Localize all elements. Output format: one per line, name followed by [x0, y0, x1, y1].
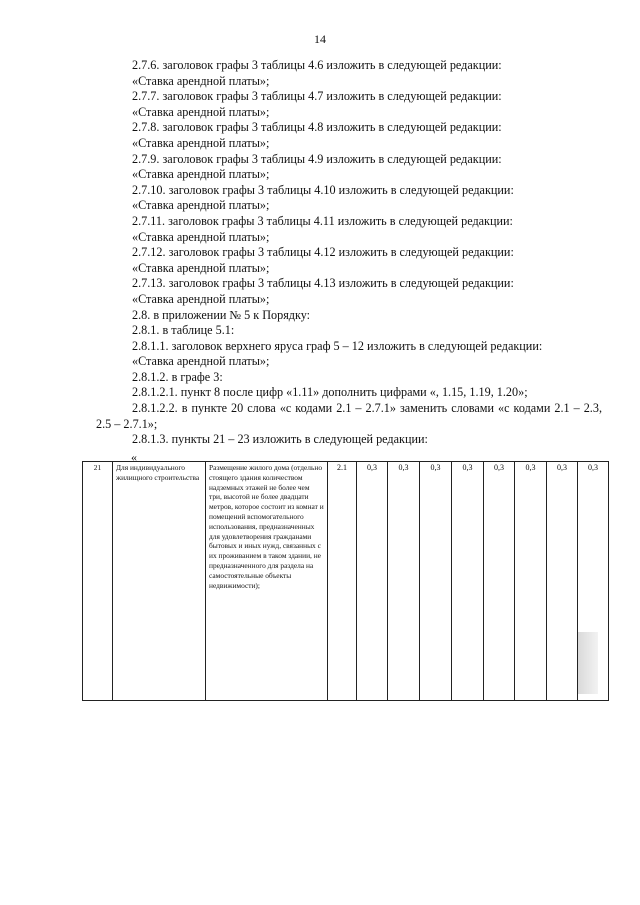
paragraph: «Ставка арендной платы»;	[132, 198, 270, 213]
paragraph: 2.8. в приложении № 5 к Порядку:	[132, 307, 311, 322]
row-number-cell: 21	[83, 462, 113, 701]
scan-smudge	[578, 632, 598, 694]
paragraph: 2.7.7. заголовок графы 3 таблицы 4.7 изложить в следующей редакции:	[132, 89, 502, 104]
paragraph: 2.8.1.3. пункты 21 – 23 изложить в следующей редакции:	[132, 432, 428, 447]
purpose-cell: Для индивидуального жилищного строительства	[113, 462, 206, 701]
paragraph: 2.8.1.2.2. в пункте 20 слова «с кодами 2.1 – 2.7.1» заменить словами «с кодами 2.1 – 2.3, 2.5 – 2.7.1»;	[96, 401, 602, 431]
page-number: 14	[314, 32, 326, 46]
paragraph: 2.8.1.2. в графе 3:	[132, 369, 223, 384]
paragraph: «Ставка арендной платы»;	[132, 135, 270, 150]
paragraph: 2.8.1.1. заголовок верхнего яруса граф 5 – 12 изложить в следующей редакции:	[132, 338, 543, 353]
rate-cell: 0,3	[420, 462, 452, 701]
paragraph: 2.8.1.2.1. пункт 8 после цифр «1.11» дополнить цифрами «, 1.15, 1.19, 1.20»;	[132, 385, 528, 400]
rate-cell: 0,3	[484, 462, 515, 701]
paragraph: 2.7.6. заголовок графы 3 таблицы 4.6 изложить в следующей редакции:	[132, 58, 502, 72]
land-rates-table	[82, 461, 609, 701]
paragraph: «Ставка арендной платы»;	[132, 104, 270, 119]
paragraph: 2.7.12. заголовок графы 3 таблицы 4.12 изложить в следующей редакции:	[132, 245, 514, 260]
paragraph: «Ставка арендной платы»;	[132, 229, 270, 244]
rate-cell: 0,3	[578, 462, 609, 701]
description-cell: Размещение жилого дома (отдельно стоящего здания количеством надземных этажей не более чем три, высотой не более двадцати метров, которое состоит из комнат и помещений вспомогательного использования, предназначенных для удовлетворения гражданами бытовых и иных нужд, связанных с их проживанием в таком здании, не предназначенного для раздела на самостоятельные объекты недвижимости);	[206, 462, 328, 701]
open-quote: «	[131, 450, 137, 464]
paragraph: «Ставка арендной платы»;	[132, 167, 270, 182]
paragraph: «Ставка арендной платы»;	[132, 260, 270, 275]
rate-cell: 0,3	[547, 462, 578, 701]
table-row	[83, 462, 609, 701]
paragraph: 2.8.1. в таблице 5.1:	[132, 323, 235, 338]
paragraph: «Ставка арендной платы»;	[132, 73, 270, 88]
rate-cell: 0,3	[388, 462, 420, 701]
paragraph: 2.7.11. заголовок графы 3 таблицы 4.11 изложить в следующей редакции:	[132, 213, 513, 228]
paragraph: 2.7.10. заголовок графы 3 таблицы 4.10 изложить в следующей редакции:	[132, 182, 514, 197]
code-cell: 2.1	[328, 462, 357, 701]
rate-cell: 0,3	[452, 462, 484, 701]
paragraph: 2.7.8. заголовок графы 3 таблицы 4.8 изложить в следующей редакции:	[132, 120, 502, 135]
paragraph: 2.7.13. заголовок графы 3 таблицы 4.13 изложить в следующей редакции:	[132, 276, 514, 291]
rate-cell: 0,3	[515, 462, 547, 701]
paragraph: «Ставка арендной платы»;	[132, 291, 270, 306]
rate-cell: 0,3	[357, 462, 388, 701]
paragraph: 2.7.9. заголовок графы 3 таблицы 4.9 изложить в следующей редакции:	[132, 151, 502, 166]
paragraph: «Ставка арендной платы»;	[132, 354, 270, 369]
document-body	[96, 58, 602, 448]
